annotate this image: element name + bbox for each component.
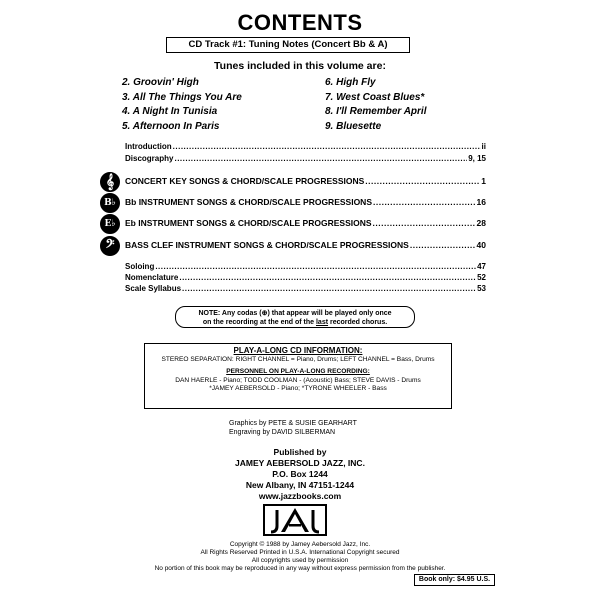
publisher-block — [0, 447, 600, 502]
tunes-left-column — [122, 76, 242, 134]
section-label: CONCERT KEY SONGS & CHORD/SCALE PROGRESSIONS — [125, 176, 365, 186]
toc-row — [125, 142, 486, 151]
section-row — [125, 176, 486, 186]
section-label: Eb INSTRUMENT SONGS & CHORD/SCALE PROGRESSIONS — [125, 218, 372, 228]
jazz-logo-icon — [263, 504, 327, 536]
published-by: Published by — [273, 447, 327, 457]
bass-clef-icon: 𝄢 — [100, 236, 120, 256]
copyright-line: No portion of this book may be reproduced in any way without express permission from the publisher. — [154, 565, 446, 572]
page-title: CONTENTS — [237, 10, 363, 35]
section-page: 1 — [481, 176, 486, 186]
section-row — [125, 218, 486, 228]
tune-item: 5. Afternoon In Paris — [122, 120, 220, 132]
toc-row — [125, 273, 486, 282]
publisher-city: New Albany, IN 47151-1244 — [245, 480, 355, 490]
tune-item: 4. A Night In Tunisia — [122, 106, 218, 117]
toc-label: Nomenclature — [125, 273, 179, 282]
section-label: BASS CLEF INSTRUMENT SONGS & CHORD/SCALE PROGRESSIONS — [125, 240, 409, 250]
personnel-line: DAN HAERLE - Piano; TODD COOLMAN - (Acoustic) Bass; STEVE DAVIS - Drums — [175, 376, 421, 384]
copyright-line: All Rights Reserved Printed in U.S.A. International Copyright secured — [200, 549, 400, 556]
toc-label: Introduction — [125, 142, 172, 151]
tune-item: 8. I'll Remember April — [325, 106, 427, 117]
section-page: 40 — [476, 240, 486, 250]
graphics-credit: Graphics by PETE & SUSIE GEARHART — [229, 420, 357, 427]
toc-page: 52 — [477, 273, 486, 282]
tune-item: 3. All The Things You Are — [122, 91, 242, 103]
note-line2: on the recording at the end of the last recorded chorus. — [202, 319, 388, 326]
personnel-heading: PERSONNEL ON PLAY-A-LONG RECORDING: — [226, 368, 370, 375]
info-heading: PLAY-A-LONG CD INFORMATION: — [233, 346, 363, 355]
toc-page: ii — [481, 142, 486, 151]
section-page: 28 — [476, 218, 486, 228]
section-row — [125, 240, 486, 250]
coda-note — [175, 306, 415, 328]
publisher-name: JAMEY AEBERSOLD JAZZ, INC. — [235, 458, 365, 468]
price-box: Book only: $4.95 U.S. — [414, 574, 495, 586]
play-a-long-info-box — [144, 343, 452, 409]
tune-item: 9. Bluesette — [325, 120, 382, 132]
toc-page: 53 — [477, 284, 486, 293]
personnel-line: *JAMEY AEBERSOLD - Piano; *TYRONE WHEELER - Bass — [209, 385, 387, 392]
copyright-line: All copyrights used by permission — [251, 557, 349, 564]
section-label: Bb INSTRUMENT SONGS & CHORD/SCALE PROGRESSIONS — [125, 197, 372, 207]
toc-page: 47 — [477, 262, 486, 271]
toc-row — [125, 284, 486, 293]
toc-label: Scale Syllabus — [125, 284, 182, 293]
publisher-box: P.O. Box 1244 — [272, 469, 328, 479]
e-flat-icon: E♭ — [100, 214, 120, 234]
tune-item: 2. Groovin' High — [122, 77, 199, 88]
tune-item: 6. High Fly — [325, 77, 376, 88]
credits — [229, 419, 357, 437]
tunes-right-column — [325, 76, 426, 134]
treble-clef-icon: 𝄞 — [100, 172, 120, 192]
stereo-separation: STEREO SEPARATION: RIGHT CHANNEL = Piano, Drums; LEFT CHANNEL = Bass, Drums — [161, 355, 435, 363]
toc-row — [125, 262, 486, 271]
cd-track-box: CD Track #1: Tuning Notes (Concert Bb & A) — [166, 37, 410, 53]
toc-label: Discography — [125, 154, 174, 163]
tune-item: 7. West Coast Blues* — [325, 91, 425, 103]
toc-row — [125, 154, 486, 163]
note-line1: NOTE: Any codas (⊕) that appear will be played only once — [198, 310, 392, 317]
copyright-block — [0, 541, 600, 573]
section-page: 16 — [476, 197, 486, 207]
toc-page: 9, 15 — [468, 154, 486, 163]
toc-label: Soloing — [125, 262, 155, 271]
engraving-credit: Engraving by DAVID SILBERMAN — [229, 429, 336, 436]
section-row — [125, 197, 486, 207]
copyright-line: Copyright © 1988 by Jamey Aebersold Jazz, Inc. — [229, 541, 371, 548]
publisher-web: www.jazzbooks.com — [258, 491, 342, 501]
tunes-heading: Tunes included in this volume are: — [214, 60, 386, 72]
b-flat-icon: B♭ — [100, 193, 120, 213]
